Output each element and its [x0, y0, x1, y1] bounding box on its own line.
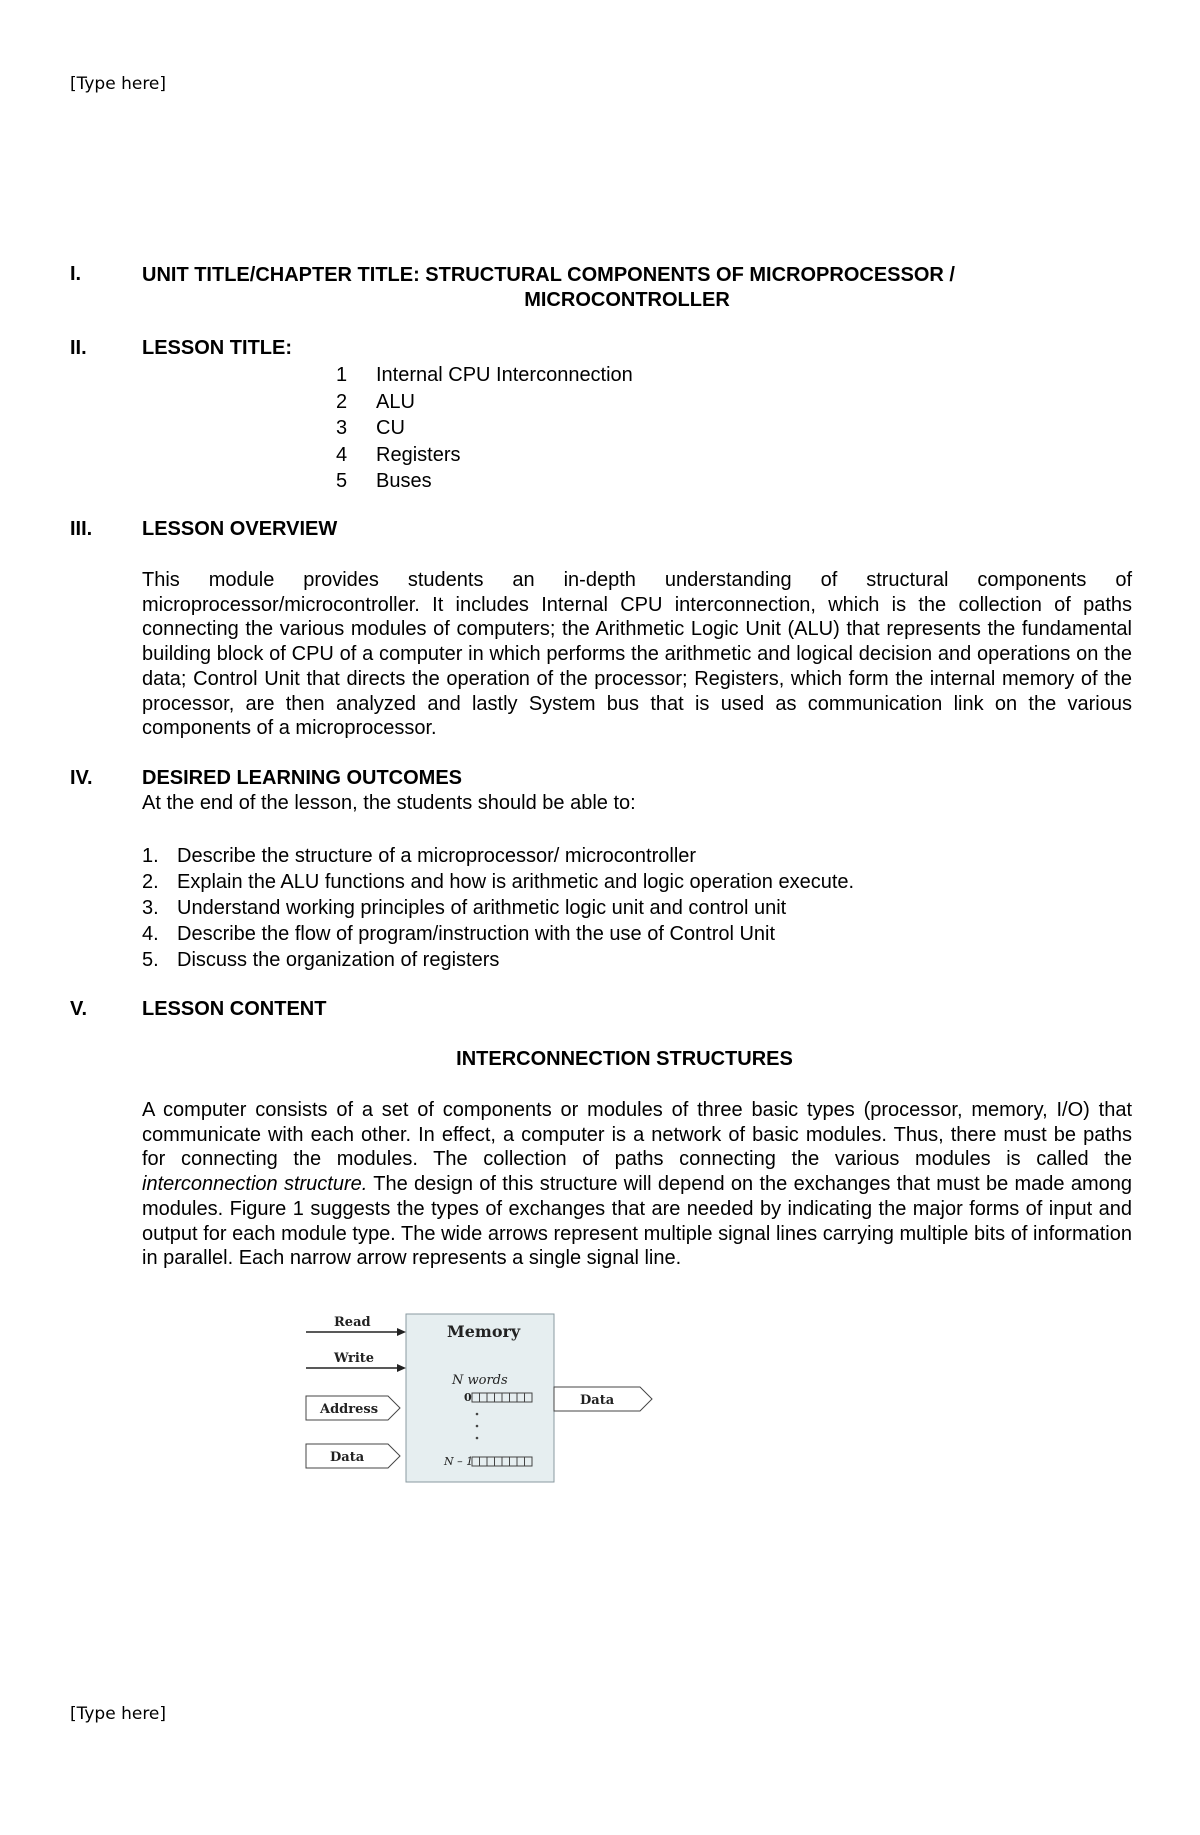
page-header: [Type here]	[70, 74, 167, 94]
content-heading: LESSON CONTENT	[142, 998, 327, 1020]
list-item	[142, 947, 854, 973]
section-number-lesson: II.	[70, 337, 87, 359]
section-number-outcomes: IV.	[70, 767, 93, 789]
unit-title-line2: MICROCONTROLLER	[524, 289, 730, 311]
list-item	[336, 468, 633, 495]
list-item-number: 5	[336, 470, 348, 492]
list-item-label: Explain the ALU functions and how is arithmetic and logic operation execute.	[177, 871, 855, 893]
input-label-data: Data	[330, 1450, 365, 1465]
section-number-overview: III.	[70, 518, 93, 540]
list-item-label: Buses	[376, 470, 432, 492]
output-label-data: Data	[580, 1393, 615, 1408]
list-item-number: 2.	[142, 871, 159, 893]
lesson-title-heading: LESSON TITLE:	[142, 337, 292, 359]
input-label-address: Address	[320, 1402, 379, 1417]
content-paragraph-emphasis: interconnection structure.	[142, 1173, 368, 1196]
overview-heading: LESSON OVERVIEW	[142, 518, 338, 540]
list-item-number: 4.	[142, 923, 159, 945]
list-item-label: CU	[376, 417, 405, 439]
write-arrowhead	[397, 1364, 406, 1372]
list-item	[336, 389, 633, 416]
unit-title-line1: UNIT TITLE/CHAPTER TITLE: STRUCTURAL COMPONENTS OF MICROPROCESSOR /	[142, 264, 955, 286]
list-item-label: ALU	[376, 390, 415, 413]
list-item	[336, 415, 633, 442]
outcomes-list	[142, 843, 854, 973]
content-subtitle: INTERCONNECTION STRUCTURES	[456, 1048, 793, 1070]
list-item-number: 4	[336, 443, 348, 466]
lesson-list	[336, 362, 633, 495]
list-item-label: Discuss the organization of registers	[177, 949, 500, 971]
list-item	[336, 362, 633, 389]
list-item-label: Describe the flow of program/instruction with the use of Control Unit	[177, 923, 776, 945]
last-index: N – 1	[444, 1455, 474, 1468]
outcomes-heading: DESIRED LEARNING OUTCOMES	[142, 767, 463, 789]
read-arrowhead	[397, 1328, 406, 1336]
list-item	[142, 921, 854, 947]
content-paragraph	[142, 1098, 1132, 1271]
list-item-number: 2	[336, 390, 348, 413]
page-footer: [Type here]	[70, 1704, 167, 1724]
memory-title: Memory	[447, 1322, 521, 1341]
section-number-content: V.	[70, 998, 88, 1020]
outcomes-intro: At the end of the lesson, the students should be able to:	[142, 792, 636, 814]
list-item-number: 1	[336, 364, 348, 386]
list-item-label: Understand working principles of arithmetic logic unit and control unit	[177, 897, 787, 919]
memory-module-figure	[300, 1310, 670, 1490]
first-index: 0	[464, 1391, 472, 1404]
unit-title	[142, 263, 1132, 313]
section-number-unit: I.	[70, 263, 82, 285]
list-item-label: Describe the structure of a microprocessor/ microcontroller	[177, 845, 697, 867]
list-item-number: 1.	[142, 845, 159, 867]
content-paragraph-part1: A computer consists of a set of components or modules of three basic types (processor, memory, I/O) that communicate with each other. In effect, a computer is a network of basic modules. Thus, there must be paths for connecting the modules. The collection of paths connecting the various modules is called the	[142, 1099, 1132, 1171]
list-item-number: 5.	[142, 949, 159, 971]
input-label-read: Read	[334, 1315, 371, 1330]
list-item	[142, 843, 854, 869]
list-item	[336, 442, 633, 469]
list-item-number: 3	[336, 417, 348, 439]
list-item	[142, 869, 854, 895]
list-item-label: Registers	[376, 443, 461, 466]
overview-paragraph: This module provides students an in-depth understanding of structural components of microprocessor/microcontroller. It includes Internal CPU interconnection, which is the collection of paths connecting the various modules of computers; the Arithmetic Logic Unit (ALU) that represents the fundamental building block of CPU of a computer in which performs the arithmetic and logical decision and operations on the data; Control Unit that directs the operation of the processor; Registers, which form the internal memory of the processor, are then analyzed and lastly System bus that is used as communication link on the various components of a microprocessor.	[142, 569, 1132, 740]
list-item-label: Internal CPU Interconnection	[376, 364, 633, 386]
words-label: N words	[452, 1373, 508, 1388]
input-label-write: Write	[334, 1351, 375, 1366]
list-item-number: 3.	[142, 897, 159, 919]
content-paragraph-part2: The design of this structure will depend on the exchanges that must be made among modules. Figure 1 suggests the types of exchanges that are needed by indicating the major forms of input and output for each module type. The wide arrows represent multiple signal lines carrying multiple bits of information in parallel. Each narrow arrow represents a single signal line.	[142, 1173, 1132, 1270]
list-item	[142, 895, 854, 921]
